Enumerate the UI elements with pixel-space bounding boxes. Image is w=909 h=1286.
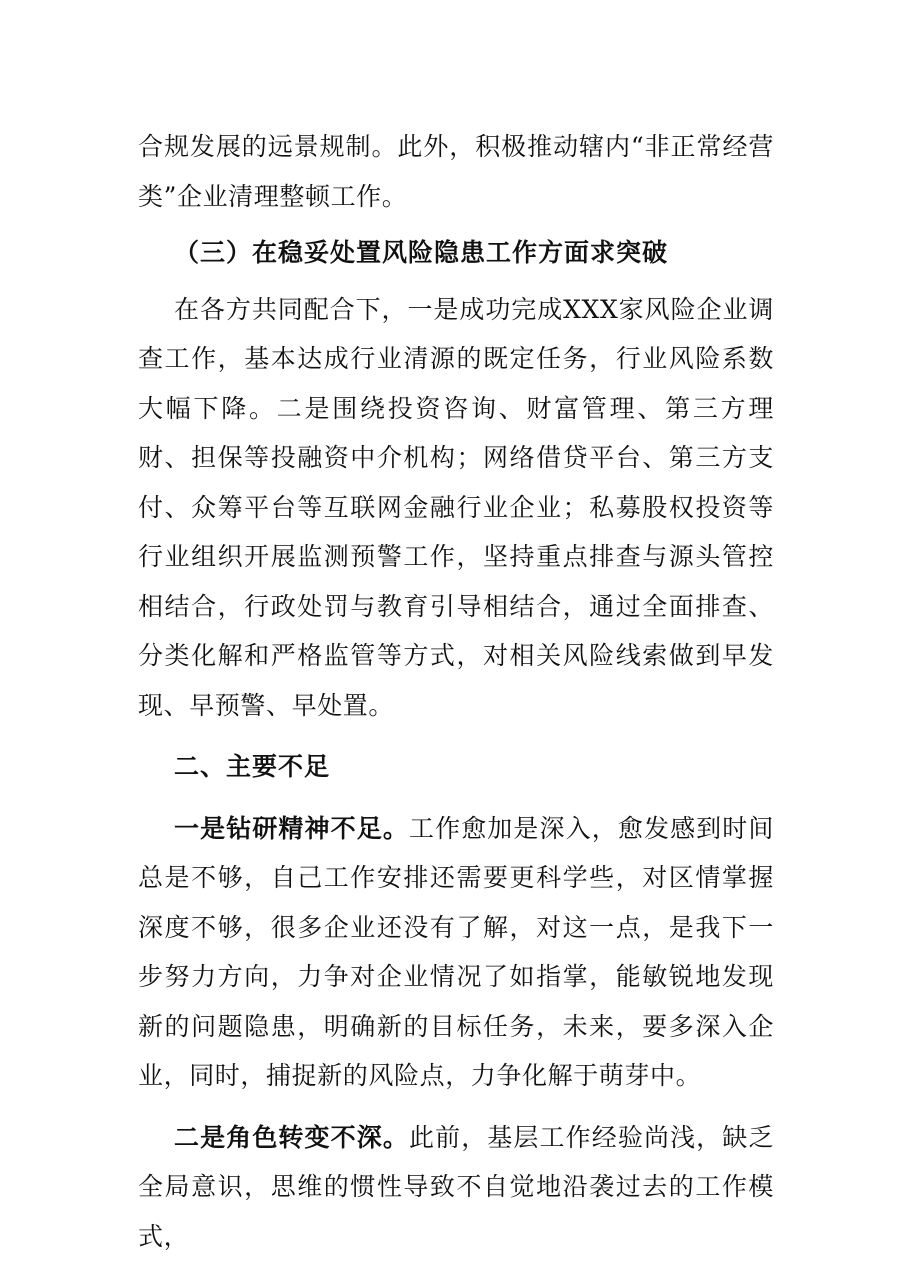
point-1-lead: 一是钻研精神不足。 <box>174 813 409 843</box>
point-2-body: 此前，基层工作经验尚浅，缺乏全局意识，思维的惯性导致不自觉地沿袭过去的工作模式， <box>138 1122 774 1251</box>
section-3-paragraph: 在各方共同配合下，一是成功完成XXX家风险企业调查工作，基本达成行业清源的既定任务，行业风险系数大幅下降。二是围绕投资咨询、财富管理、第三方理财、担保等投融资中介机构；网络借贷平台、第三方支付、众筹平台等互联网金融行业企业；私募股权投资等行业组织开展监测预警工作，坚持重点排查与源头管控相结合，行政处罚与教育引导相结合，通过全面排查、分类化解和严格监管等方式，对相关风险线索做到早发现、早预警、早处置。 <box>138 294 774 720</box>
document-page <box>138 122 774 1261</box>
point-1-body: 工作愈加是深入，愈发感到时间总是不够，自己工作安排还需要更科学些，对区情掌握深度不够，很多企业还没有了解，对这一点，是我下一步努力方向，力争对企业情况了如指掌，能敏锐地发现新的问题隐患，明确新的目标任务，未来，要多深入企业，同时，捕捉新的风险点，力争化解于萌芽中。 <box>138 813 774 1090</box>
point-1-paragraph <box>138 804 774 1101</box>
section-heading-3: （三）在稳妥处置风险隐患工作方面求突破 <box>174 238 669 267</box>
continuation-paragraph: 合规发展的远景规制。此外，积极推动辖内“非正常经营类”企业清理整顿工作。 <box>138 132 774 211</box>
part-2-heading: 二、主要不足 <box>174 752 331 781</box>
point-2-paragraph <box>138 1113 774 1262</box>
point-2-lead: 二是角色转变不深。 <box>174 1122 409 1152</box>
